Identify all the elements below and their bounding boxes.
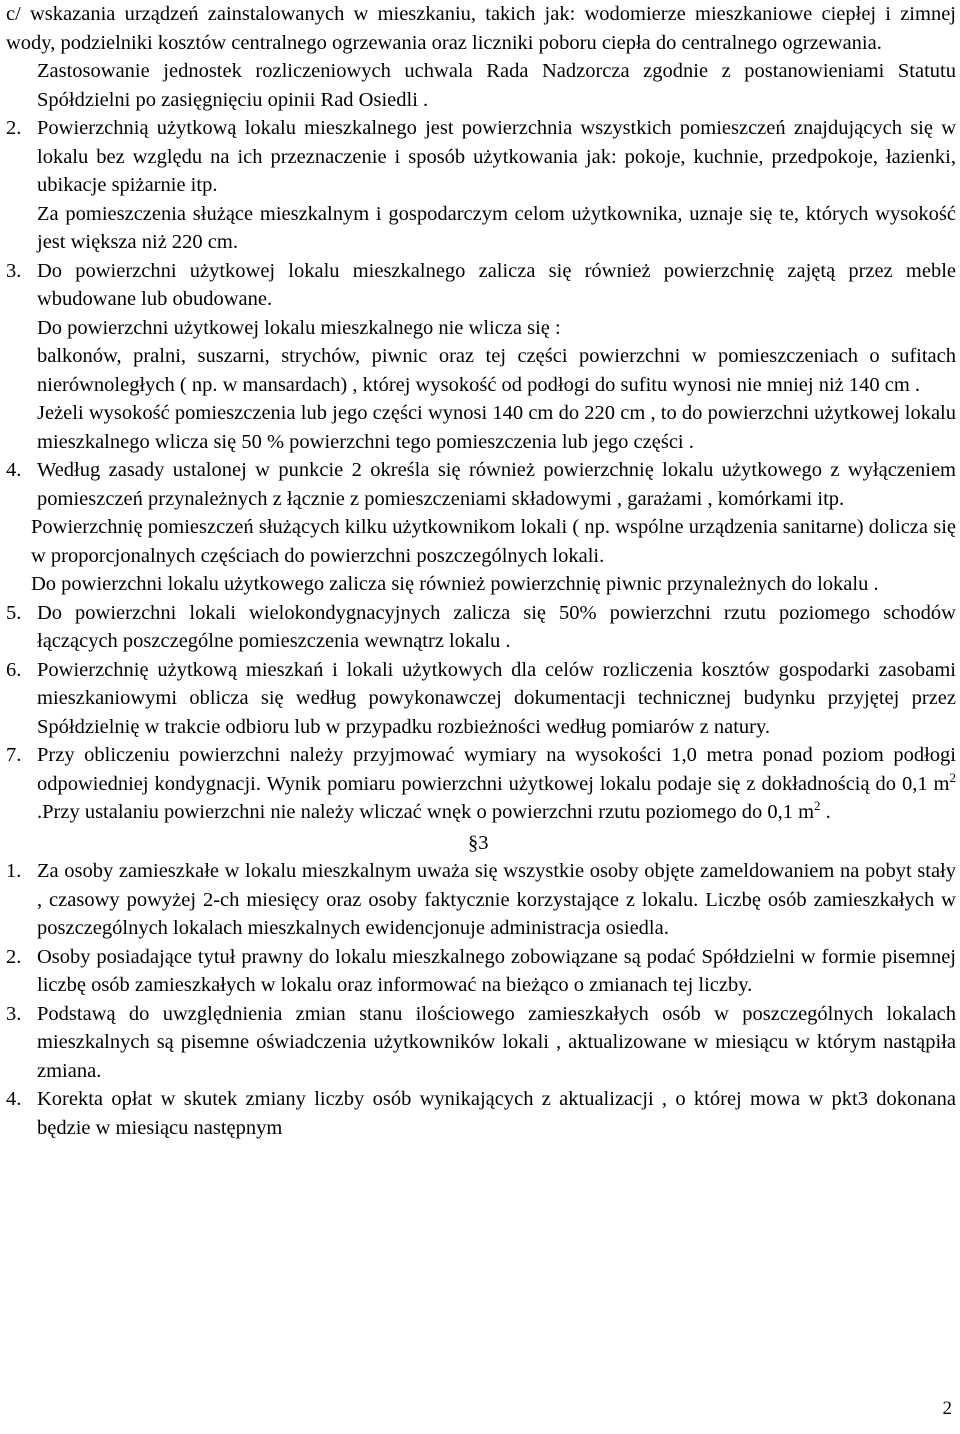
paragraph-shared-rooms: Powierzchnię pomieszczeń służących kilku użytkownikom lokali ( np. wspólne urządzenia sanitarne) dolicza się w proporcjonalnych częściach do powierzchni poszczególnych lokali. bbox=[31, 516, 956, 567]
list-item-number: 5. bbox=[6, 601, 22, 624]
section3-item-3 bbox=[6, 1000, 956, 1086]
section-heading: §3 bbox=[468, 831, 489, 854]
item7-text-c: . bbox=[820, 801, 831, 823]
list-item-6 bbox=[6, 656, 956, 742]
list-item-text bbox=[37, 741, 956, 827]
list-item-5 bbox=[6, 599, 956, 656]
list-item-number: 2. bbox=[6, 117, 22, 139]
document-body bbox=[6, 0, 956, 1142]
item7-text-b: .Przy ustalaniu powierzchni nie należy wliczać wnęk o powierzchni rzutu poziomego do 0,1 m bbox=[37, 801, 815, 823]
list-item-text: Korekta opłat w skutek zmiany liczby osób wynikających z aktualizacji , o której mowa w pkt3 dokonana będzie w miesiącu następnym bbox=[37, 1088, 956, 1139]
paragraph-c-item: c/ wskazania urządzeń zainstalowanych w mieszkaniu, takich jak: wodomierze mieszkaniowe ciepłej i zimnej wody, podzielniki kosztów centralnego ogrzewania oraz liczniki poboru ciepła do centralnego ogrzewania. bbox=[6, 3, 956, 54]
list-item-number: 6. bbox=[6, 658, 22, 681]
list-item-number: 3. bbox=[6, 1002, 22, 1025]
list-item-number: 4. bbox=[6, 459, 22, 481]
list-item-7 bbox=[6, 741, 956, 827]
list-item-text: Do powierzchni lokali wielokondygnacyjnych zalicza się 50% powierzchni rzutu poziomego schodów łączących poszczególne pomieszczenia wewnątrz lokalu . bbox=[37, 601, 956, 652]
list-item-number: 4. bbox=[6, 1088, 22, 1110]
list-item-text: Do powierzchni użytkowej lokalu mieszkalnego nie wlicza się : bbox=[37, 316, 561, 339]
list-item-text: Według zasady ustalonej w punkcie 2 określa się również powierzchnię lokalu użytkowego z wyłączeniem pomieszczeń przynależnych z łącznie z pomieszczeniami składowymi , garażami , komórkami itp. bbox=[37, 459, 956, 510]
list-item-text: Za osoby zamieszkałe w lokalu mieszkalnym uważa się wszystkie osoby objęte zameldowaniem na pobyt stały , czasowy powyżej 2-ch miesięcy oraz osoby faktycznie korzystające z lokalu. Liczbę osób zamieszkałych w poszczególnych lokalach mieszkalnych ewidencjonuje administracja osiedla. bbox=[37, 860, 956, 939]
list-item-text: Jeżeli wysokość pomieszczenia lub jego części wynosi 140 cm do 220 cm , to do powierzchni użytkowej lokalu mieszkalnego wlicza się 50 % powierzchni tego pomieszczenia lub jego części . bbox=[37, 402, 956, 453]
list-item-text: Podstawą do uwzględnienia zmian stanu ilościowego zamieszkałych osób w poszczególnych lokalach mieszkalnych są pisemne oświadczenia użytkowników lokali , aktualizowane w miesiącu w którym nastąpiła zmiana. bbox=[37, 1002, 956, 1082]
section3-item-1 bbox=[6, 857, 956, 943]
item7-text-a: Przy obliczeniu powierzchni należy przyjmować wymiary na wysokości 1,0 metra ponad poziom podłogi odpowiedniej kondygnacji. Wynik pomiaru powierzchni użytkowej lokalu podaje się z dokładnością do 0,1 m bbox=[37, 744, 956, 795]
list-item-text: Osoby posiadające tytuł prawny do lokalu mieszkalnego zobowiązane są podać Spółdzielni w formie pisemnej liczbę osób zamieszkałych w lokalu oraz informować na bieżąco o zmianach tej liczby. bbox=[37, 945, 956, 996]
page-number: 2 bbox=[942, 1398, 952, 1419]
list-item-text: Do powierzchni użytkowej lokalu mieszkalnego zalicza się również powierzchnię zajętą przez meble wbudowane lub obudowane. bbox=[37, 259, 956, 310]
paragraph-basements: Do powierzchni lokalu użytkowego zalicza się również powierzchnię piwnic przynależnych do lokalu . bbox=[31, 573, 879, 595]
section3-item-4 bbox=[6, 1085, 956, 1142]
section3-item-2 bbox=[6, 943, 956, 1000]
superscript-square: 2 bbox=[814, 798, 821, 813]
list-item-text: balkonów, pralni, suszarni, strychów, piwnic oraz tej części powierzchni w pomieszczeniach o sufitach nierównoległych ( np. w mansardach) , której wysokość od podłogi do sufitu wynosi nie mniej niż 140 cm . bbox=[37, 345, 956, 396]
superscript-square: 2 bbox=[949, 769, 956, 785]
list-item-3 bbox=[6, 257, 956, 457]
list-item-2 bbox=[6, 114, 956, 257]
paragraph-zastosowanie: Zastosowanie jednostek rozliczeniowych uchwala Rada Nadzorcza zgodnie z postanowieniami Statutu Spółdzielni po zasięgnięciu opinii Rad Osiedli . bbox=[37, 60, 956, 111]
list-item-text: Za pomieszczenia służące mieszkalnym i gospodarczym celom użytkownika, uznaje się te, których wysokość jest większa niż 220 cm. bbox=[37, 202, 956, 253]
list-item-4 bbox=[6, 456, 956, 513]
list-item-number: 2. bbox=[6, 945, 22, 968]
list-item-text: Powierzchnię użytkową mieszkań i lokali użytkowych dla celów rozliczenia kosztów gospodarki zasobami mieszkaniowymi oblicza się według powykonawczej dokumentacji technicznej budynku przyjętej przez Spółdzielnię w trakcie odbioru lub w przypadku rozbieżności według pomiarów z natury. bbox=[37, 658, 956, 738]
list-item-number: 7. bbox=[6, 744, 22, 766]
list-item-text: Powierzchnią użytkową lokalu mieszkalnego jest powierzchnia wszystkich pomieszczeń znajdujących się w lokalu bez względu na ich przeznaczenie i sposób użytkowania jak: pokoje, kuchnie, przedpokoje, łazienki, ubikacje spiżarnie itp. bbox=[37, 117, 956, 196]
list-item-number: 3. bbox=[6, 259, 22, 282]
list-item-number: 1. bbox=[6, 860, 22, 882]
